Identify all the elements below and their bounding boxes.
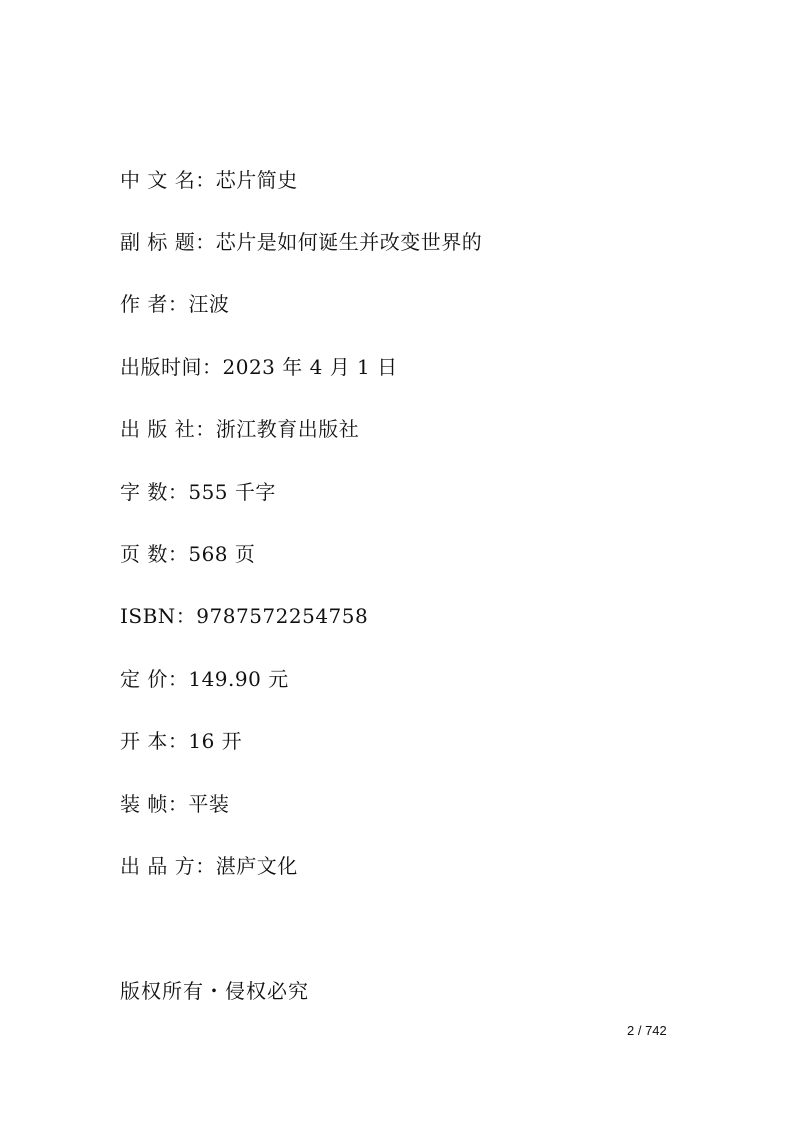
info-title: 中 文 名：芯片简史 (120, 168, 298, 192)
info-subtitle: 副 标 题：芯片是如何诞生并改变世界的 (120, 230, 483, 254)
info-publish-date: 出版时间：2023 年 4 月 1 日 (120, 355, 398, 379)
info-price: 定 价：149.90 元 (120, 667, 289, 691)
page-number: 2 / 742 (627, 1023, 667, 1038)
info-publisher: 出 版 社：浙江教育出版社 (120, 417, 360, 441)
info-producer: 出 品 方：湛庐文化 (120, 854, 298, 878)
info-author: 作 者：汪波 (120, 292, 230, 316)
info-binding: 装 帧：平装 (120, 792, 230, 816)
info-isbn: ISBN：9787572254758 (120, 604, 369, 628)
copyright-notice: 版权所有・侵权必究 (120, 979, 309, 1003)
info-format: 开 本：16 开 (120, 729, 243, 753)
info-page-count: 页 数：568 页 (120, 542, 256, 566)
info-word-count: 字 数：555 千字 (120, 480, 276, 504)
